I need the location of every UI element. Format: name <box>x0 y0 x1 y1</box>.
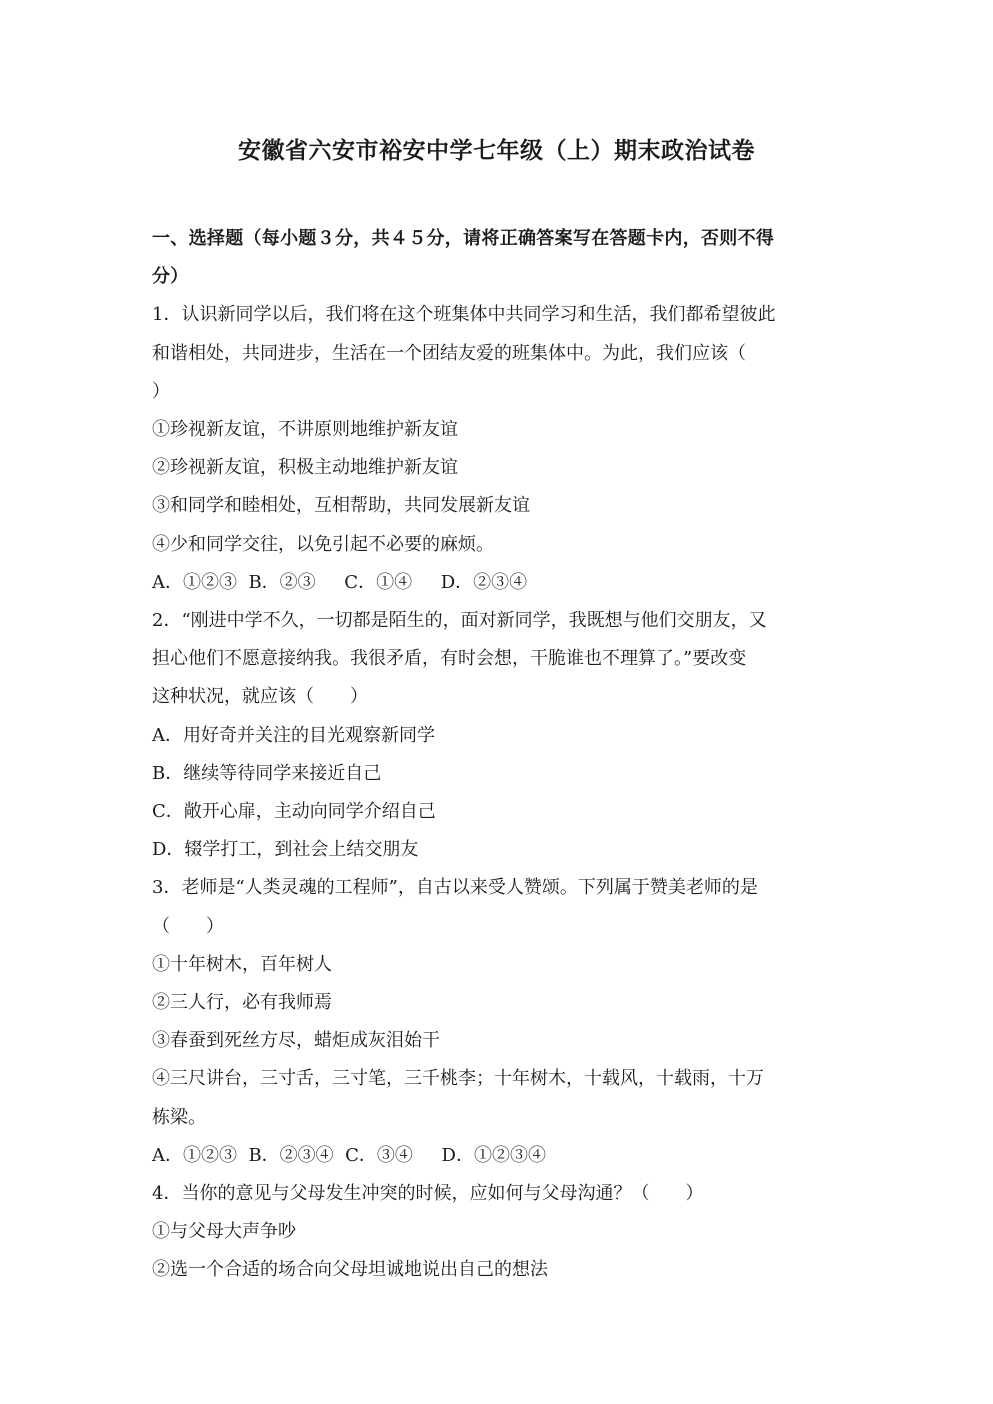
statement-item: ①与父母大声争吵 <box>152 1221 296 1243</box>
option-b: B．②③④ <box>248 1144 334 1166</box>
statement-item: ②三人行，必有我师焉 <box>152 992 332 1014</box>
statement-item: ③春蚕到死丝方尽，蜡炬成灰泪始干 <box>152 1030 440 1052</box>
question-stem: 2．“刚进中学不久，一切都是陌生的，面对新同学，我既想与他们交朋友，又 <box>152 610 767 632</box>
option-c: C．敞开心扉，主动向同学介绍自己 <box>152 801 436 823</box>
statement-item: ④三尺讲台，三寸舌，三寸笔，三千桃李；十年树木，十载风，十载雨，十万 <box>152 1068 764 1090</box>
statement-item: ②珍视新友谊，积极主动地维护新友谊 <box>152 457 458 479</box>
statement-item: 栋梁。 <box>152 1106 206 1128</box>
answer-options <box>152 1137 844 1175</box>
statement-item: ③和同学和睦相处，互相帮助，共同发展新友谊 <box>152 495 530 517</box>
section-heading: 一、选择题（每小题３分，共４５分，请将正确答案写在答题卡内，否则不得 <box>152 228 775 249</box>
question-stem: 和谐相处，共同进步，生活在一个团结友爱的班集体中。为此，我们应该（ <box>152 342 746 364</box>
question-2 <box>152 602 844 869</box>
option-c: C．③④ <box>345 1144 413 1166</box>
statement-item: ②选一个合适的场合向父母坦诚地说出自己的想法 <box>152 1259 548 1281</box>
statement-item: ①十年树木，百年树人 <box>152 953 332 975</box>
section-heading-cont: 分） <box>152 266 189 288</box>
option-b: B．继续等待同学来接近自己 <box>152 762 382 784</box>
statement-item: ①珍视新友谊，不讲原则地维护新友谊 <box>152 419 458 441</box>
option-a: A．①②③ <box>152 1144 237 1166</box>
question-stem: （ ） <box>152 915 224 937</box>
question-1 <box>152 296 844 602</box>
option-d: D．辍学打工，到社会上结交朋友 <box>152 839 419 861</box>
question-stem: 3．老师是“人类灵魂的工程师”，自古以来受人赞颂。下列属于赞美老师的是 <box>152 877 758 899</box>
statement-item: ④少和同学交往，以免引起不必要的麻烦。 <box>152 533 494 555</box>
option-d: D．②③④ <box>440 571 528 593</box>
option-a: A．①②③ <box>152 571 237 593</box>
page-title: 安徽省六安市裕安中学七年级（上）期末政治试卷 <box>238 137 755 164</box>
option-d: D．①②③④ <box>441 1144 546 1166</box>
question-stem: 1．认识新同学以后，我们将在这个班集体中共同学习和生活，我们都希望彼此 <box>152 304 776 326</box>
question-4 <box>152 1175 844 1290</box>
question-stem: 担心他们不愿意接纳我。我很矛盾，有时会想，干脆谁也不理算了。”要改变 <box>152 648 747 670</box>
question-stem: ） <box>152 380 170 402</box>
exam-content <box>152 220 844 1290</box>
option-b: B．②③ <box>248 571 316 593</box>
option-c: C．①④ <box>344 571 413 593</box>
option-a: A．用好奇并关注的目光观察新同学 <box>152 724 435 746</box>
question-stem: 这种状况，就应该（ ） <box>152 686 368 708</box>
answer-options <box>152 564 844 602</box>
question-3 <box>152 869 844 1175</box>
question-stem: 4．当你的意见与父母发生冲突的时候，应如何与父母沟通？（ ） <box>152 1183 704 1205</box>
